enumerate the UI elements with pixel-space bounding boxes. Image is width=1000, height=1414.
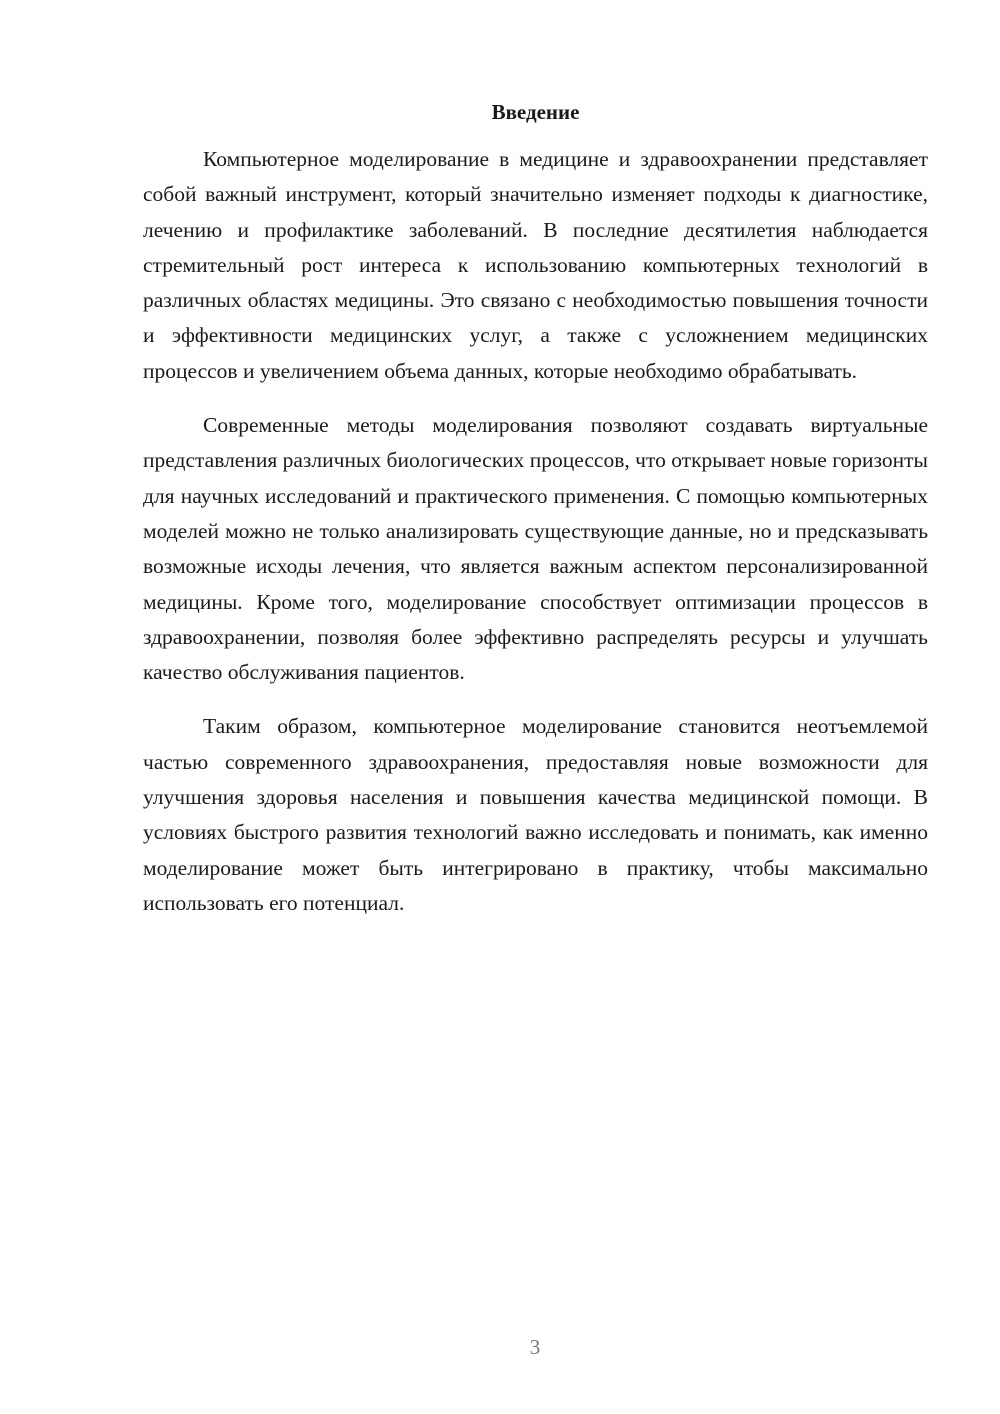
paragraph-1: Компьютерное моделирование в медицине и здравоохранении представляет собой важный инструмент, который значительно изменяет подходы к диагностике, лечению и профилактике заболеваний. В последние десятилетия наблюдается стремительный рост интереса к использованию компьютерных технологий в различных областях медицины. Это связано с необходимостью повышения точности и эффективности медицинских услуг, а также с усложнением медицинских процессов и увеличением объема данных, которые необходимо обрабатывать.	[143, 147, 928, 383]
section-heading: Введение	[491, 100, 580, 124]
paragraph-3: Таким образом, компьютерное моделирование становится неотъемлемой частью современного здравоохранения, предоставляя новые возможности для улучшения здоровья населения и повышения качества медицинской помощи. В условиях быстрого развития технологий важно исследовать и понимать, как именно моделирование может быть интегрировано в практику, чтобы максимально использовать его потенциал.	[143, 714, 928, 915]
body-text	[143, 142, 928, 940]
paragraph-2: Современные методы моделирования позволяют создавать виртуальные представления различных биологических процессов, что открывает новые горизонты для научных исследований и практического применения. С помощью компьютерных моделей можно не только анализировать существующие данные, но и предсказывать возможные исходы лечения, что является важным аспектом персонализированной медицины. Кроме того, моделирование способствует оптимизации процессов в здравоохранении, позволяя более эффективно распределять ресурсы и улучшать качество обслуживания пациентов.	[143, 413, 928, 685]
page-number: 3	[529, 1335, 541, 1359]
